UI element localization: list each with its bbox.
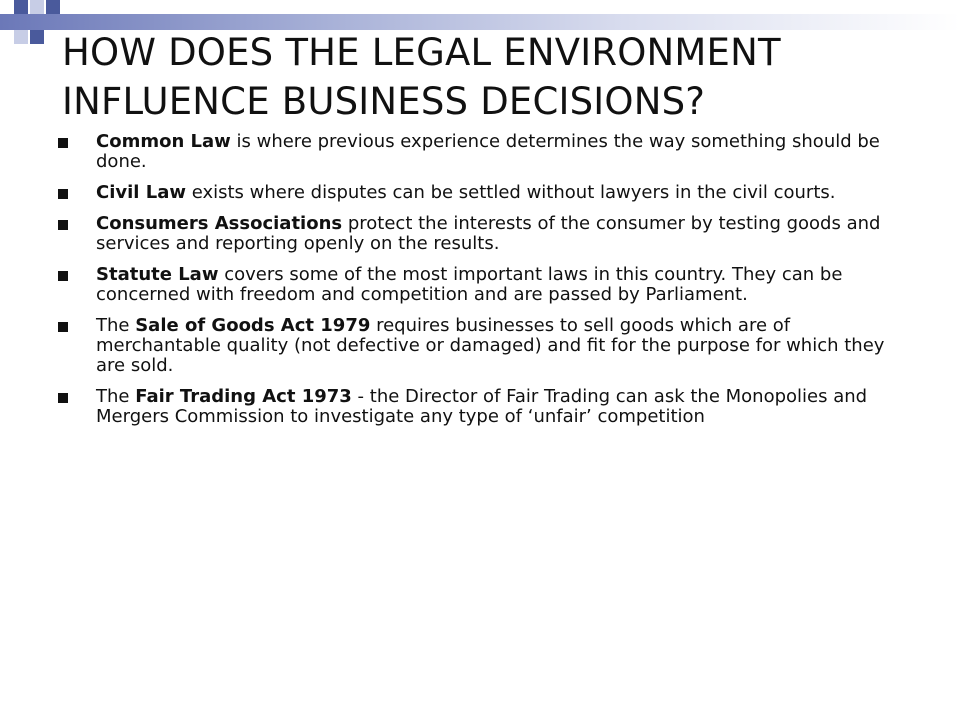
bullet-term: Fair Trading Act 1973 <box>135 386 352 407</box>
square-bullet-icon <box>58 138 68 148</box>
slide-title-line: HOW DOES THE LEGAL ENVIRONMENT <box>62 31 781 74</box>
bullet-term: Common Law <box>96 131 231 152</box>
bullet-text: requires businesses to sell goods which are of merchantable quality (not defective or damaged) and fit for the purpose for which they are sold. <box>96 315 885 376</box>
bullet-term: Sale of Goods Act 1979 <box>135 315 371 336</box>
slide-title-line: INFLUENCE BUSINESS DECISIONS? <box>62 80 706 123</box>
bullet-item <box>58 214 888 254</box>
bullet-term: Statute Law <box>96 264 219 285</box>
decor-square <box>30 0 44 14</box>
slide-title <box>62 28 942 126</box>
bullet-prefix: The <box>96 315 136 336</box>
decor-square <box>14 0 28 14</box>
bullet-text: covers some of the most important laws in this country. They can be concerned with freedom and competition and are passed by Parliament. <box>96 264 843 305</box>
bullet-text: - the Director of Fair Trading can ask the Monopolies and Mergers Commission to investigate any type of ‘unfair’ competition <box>96 386 868 427</box>
decor-square <box>46 0 60 14</box>
bullet-item <box>58 132 888 172</box>
bullet-item <box>58 387 888 427</box>
bullet-text: protect the interests of the consumer by testing goods and services and reporting openly on the results. <box>96 213 881 254</box>
bullet-prefix: The <box>96 386 136 407</box>
bullet-text: exists where disputes can be settled without lawyers in the civil courts. <box>185 182 836 203</box>
square-bullet-icon <box>58 189 68 199</box>
square-bullet-icon <box>58 220 68 230</box>
bullet-item <box>58 316 888 376</box>
square-bullet-icon <box>58 322 68 332</box>
square-bullet-icon <box>58 271 68 281</box>
bullet-list <box>58 132 888 438</box>
bullet-item <box>58 265 888 305</box>
bullet-item <box>58 183 888 203</box>
decor-square <box>30 30 44 44</box>
bullet-term: Civil Law <box>96 182 186 203</box>
bullet-text: is where previous experience determines the way something should be done. <box>96 131 880 172</box>
square-bullet-icon <box>58 393 68 403</box>
bullet-term: Consumers Associations <box>96 213 343 234</box>
decor-square <box>14 30 28 44</box>
